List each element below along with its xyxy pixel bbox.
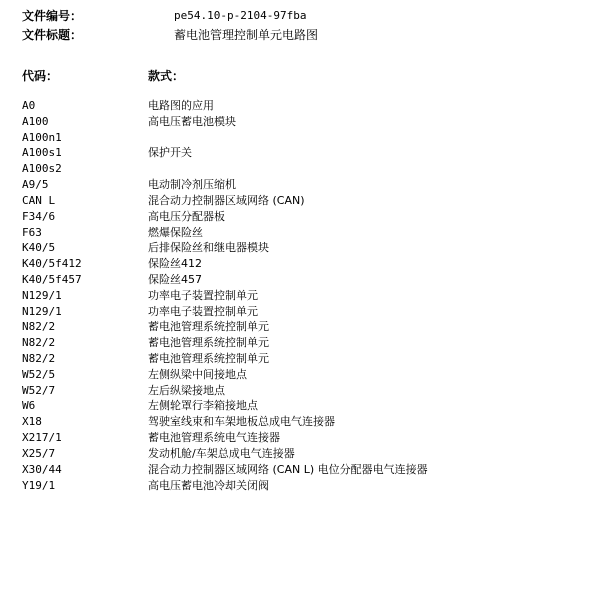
list-item — [22, 383, 582, 399]
component-code: W6 — [22, 399, 36, 413]
file-number-value: pe54.10-p-2104-97fba — [174, 9, 307, 22]
component-description: 驾驶室线束和车架地板总成电气连接器 — [148, 415, 335, 429]
component-code: N129/1 — [22, 304, 62, 318]
component-code: CAN L — [22, 193, 56, 207]
list-item — [22, 319, 582, 335]
list-item — [22, 209, 582, 225]
list-item — [22, 446, 582, 462]
file-title-row — [22, 27, 582, 43]
component-description: 功率电子装置控制单元 — [148, 288, 258, 302]
component-description: 发动机舱/车架总成电气连接器 — [148, 446, 295, 460]
component-code: X25/7 — [22, 446, 56, 460]
component-code: N82/2 — [22, 352, 56, 365]
file-number-label: 文件编号： — [22, 9, 83, 23]
component-code: X30/44 — [22, 462, 62, 476]
list-item — [22, 398, 582, 414]
list-item — [22, 414, 582, 430]
component-description: 保险丝412 — [148, 257, 202, 271]
model-column-heading: 款式： — [148, 69, 185, 83]
component-description: 蓄电池管理系统控制单元 — [148, 352, 269, 365]
component-code: W52/7 — [22, 383, 56, 397]
component-code: N129/1 — [22, 288, 62, 302]
component-description: 保险丝457 — [148, 272, 202, 286]
list-item — [22, 130, 582, 146]
component-code: A0 — [22, 99, 36, 112]
list-item — [22, 225, 582, 241]
list-item — [22, 304, 582, 320]
list-item — [22, 272, 582, 288]
component-description: 左侧轮罩行李箱接地点 — [148, 399, 258, 413]
file-title-value: 蓄电池管理控制单元电路图 — [174, 28, 319, 42]
component-description: 后排保险丝和继电器模块 — [148, 241, 269, 255]
list-item — [22, 193, 582, 209]
code-column-heading: 代码： — [22, 69, 59, 83]
list-item — [22, 114, 582, 130]
component-description: 蓄电池管理系统控制单元 — [148, 320, 269, 334]
component-description: 高电压蓄电池冷却关闭阀 — [148, 478, 269, 492]
list-item — [22, 177, 582, 193]
component-description: 电动制冷剂压缩机 — [148, 178, 236, 192]
component-description: 左后纵梁接地点 — [148, 383, 225, 397]
list-item — [22, 430, 582, 446]
component-code: A9/5 — [22, 178, 49, 192]
component-code: A100n1 — [22, 130, 62, 144]
component-description: 混合动力控制器区域网络 (CAN L) 电位分配器电气连接器 — [148, 462, 428, 476]
list-item — [22, 335, 582, 351]
component-list — [22, 98, 582, 493]
file-title-label: 文件标题： — [22, 28, 83, 42]
component-code: A100 — [22, 114, 49, 128]
component-code: Y19/1 — [22, 478, 56, 492]
component-description: 蓄电池管理系统控制单元 — [148, 336, 269, 350]
list-item — [22, 98, 582, 114]
component-description: 保护开关 — [148, 146, 192, 160]
list-item — [22, 478, 582, 494]
component-code: F63 — [22, 225, 42, 239]
list-item — [22, 288, 582, 304]
list-item — [22, 256, 582, 272]
component-description: 高电压蓄电池模块 — [148, 114, 236, 128]
component-code: N82/2 — [22, 336, 56, 350]
component-code: X18 — [22, 415, 42, 429]
component-description: 混合动力控制器区域网络 (CAN) — [148, 193, 305, 207]
list-item — [22, 145, 582, 161]
component-code: K40/5f457 — [22, 272, 82, 286]
component-description: 燃爆保险丝 — [148, 225, 203, 239]
list-item — [22, 367, 582, 383]
component-code: F34/6 — [22, 209, 56, 223]
component-code: X217/1 — [22, 431, 62, 445]
component-description: 功率电子装置控制单元 — [148, 304, 258, 318]
component-code: W52/5 — [22, 367, 56, 381]
list-item — [22, 462, 582, 478]
component-description: 电路图的应用 — [148, 99, 214, 112]
component-code: A100s1 — [22, 146, 62, 160]
component-code: A100s2 — [22, 162, 62, 176]
component-code: K40/5f412 — [22, 257, 82, 271]
component-description: 蓄电池管理系统电气连接器 — [148, 431, 280, 445]
list-item — [22, 161, 582, 177]
list-item — [22, 351, 582, 367]
component-code: K40/5 — [22, 241, 56, 255]
file-number-row — [22, 8, 582, 24]
component-code: N82/2 — [22, 320, 56, 334]
component-description: 高电压分配器板 — [148, 209, 225, 223]
component-description: 左侧纵梁中间接地点 — [148, 367, 247, 381]
list-item — [22, 240, 582, 256]
